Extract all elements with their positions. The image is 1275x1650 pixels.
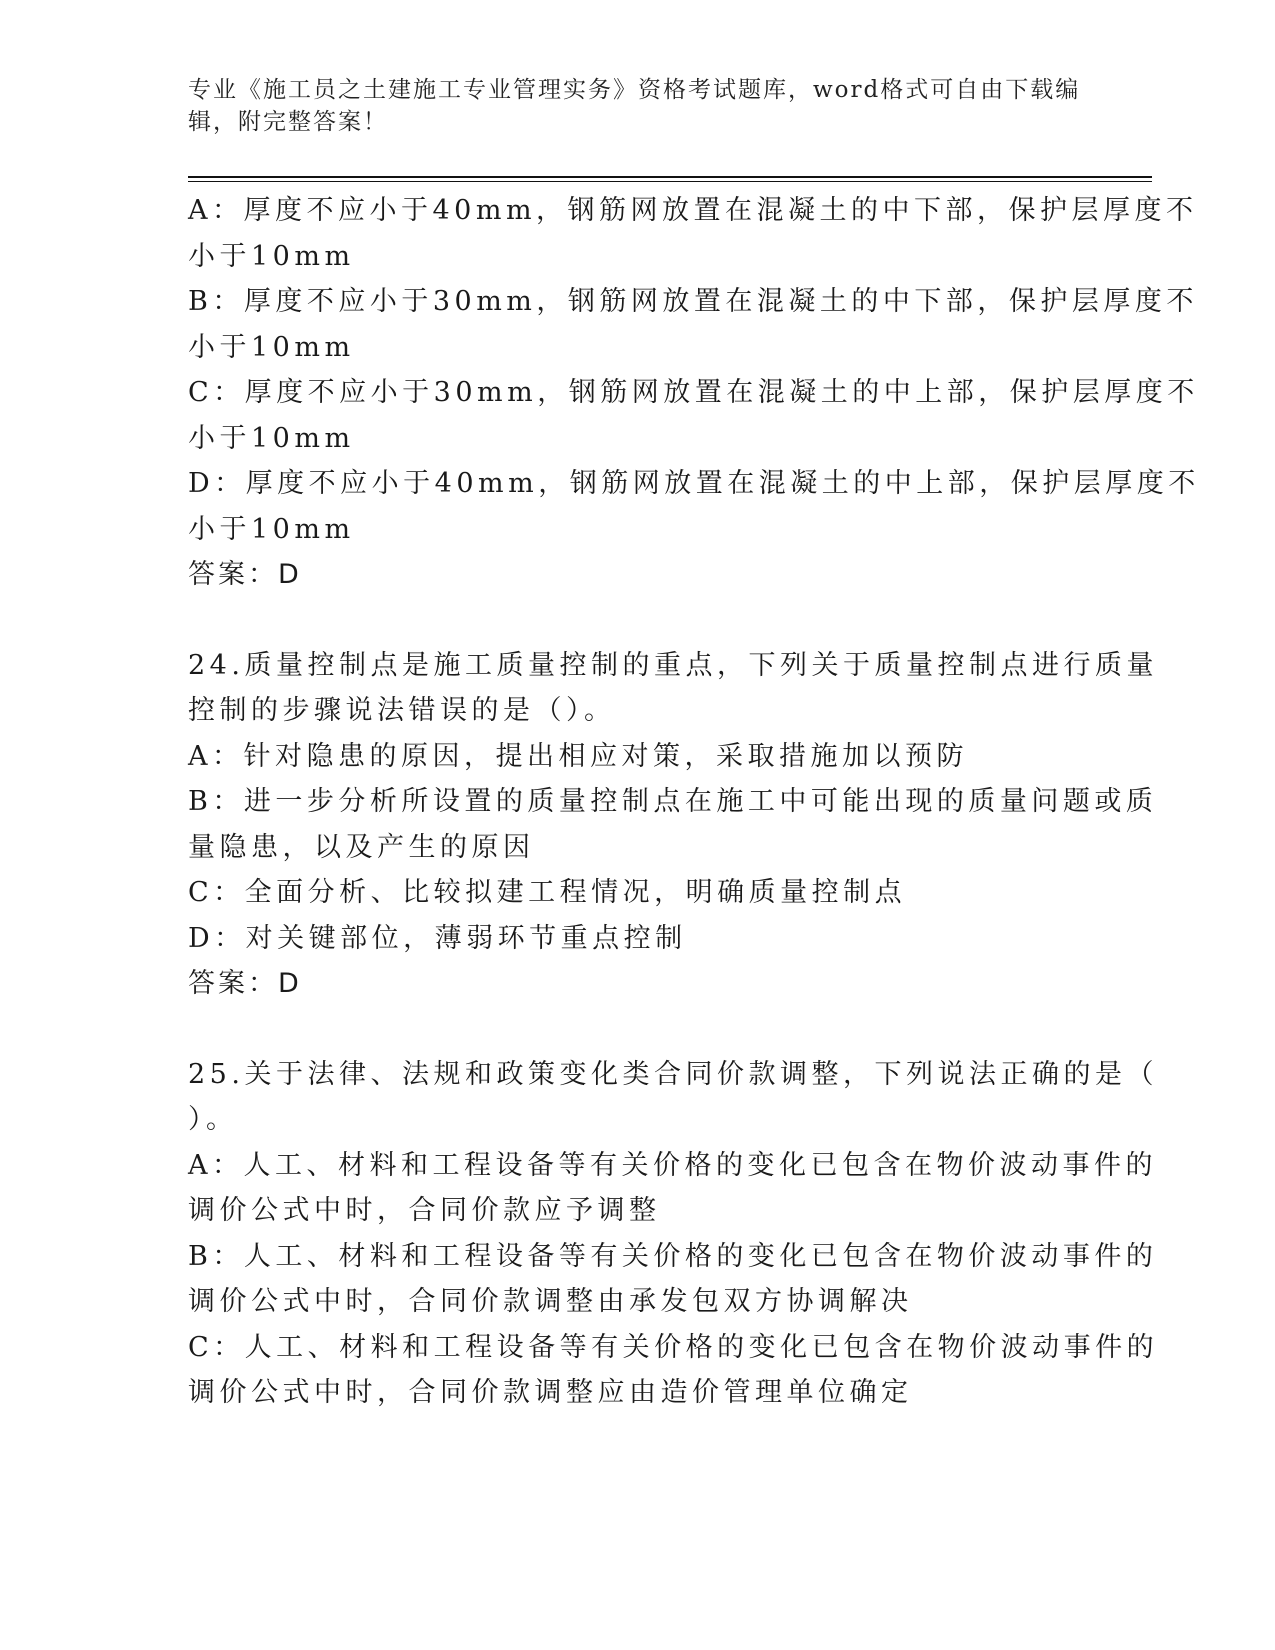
option-text: 小于10mm	[188, 331, 355, 363]
option-text: B：人工、材料和工程设备等有关价格的变化已包含在物价波动事件的	[188, 1240, 1158, 1272]
option-text: 小于10mm	[188, 422, 355, 454]
spacer	[188, 1007, 1088, 1052]
option-text: 量隐患，以及产生的原因	[188, 831, 535, 863]
question-line: 24.质量控制点是施工质量控制的重点，下列关于质量控制点进行质量	[188, 649, 1158, 681]
option-b	[188, 279, 1198, 370]
option-d	[188, 461, 1200, 552]
option-a	[188, 188, 1198, 279]
option-text: 调价公式中时，合同价款调整由承发包双方协调解决	[188, 1286, 913, 1317]
question-line: 25.关于法律、法规和政策变化类合同价款调整，下列说法正确的是（	[188, 1058, 1158, 1090]
question-line: ）。	[188, 1104, 238, 1135]
option-text: D：对关键部位，薄弱环节重点控制	[188, 922, 687, 954]
option-text: C：厚度不应小于30mm，钢筋网放置在混凝土的中上部，保护层厚度不	[188, 377, 1199, 408]
option-text: A：人工、材料和工程设备等有关价格的变化已包含在物价波动事件的	[188, 1149, 1157, 1181]
option-b	[188, 1234, 1158, 1325]
option-c	[188, 370, 1199, 461]
option-text: 调价公式中时，合同价款应予调整	[188, 1195, 661, 1226]
option-a	[188, 1143, 1157, 1234]
option-text: 小于10mm	[188, 240, 355, 272]
spacer	[188, 598, 1088, 643]
answer-label: 答案：D	[188, 559, 302, 590]
question-24-block	[188, 643, 1158, 1007]
option-c	[188, 1325, 1159, 1416]
option-text: B：厚度不应小于30mm，钢筋网放置在混凝土的中下部，保护层厚度不	[188, 286, 1198, 317]
document-body	[188, 188, 1200, 1416]
option-text: 调价公式中时，合同价款调整应由造价管理单位确定	[188, 1377, 913, 1408]
option-a	[188, 734, 1088, 780]
question-text	[188, 643, 1158, 734]
option-text: C：人工、材料和工程设备等有关价格的变化已包含在物价波动事件的	[188, 1331, 1159, 1363]
option-text: D：厚度不应小于40mm，钢筋网放置在混凝土的中上部，保护层厚度不	[188, 468, 1200, 499]
header-line: 辑，附完整答案！	[188, 109, 388, 135]
option-text: A：厚度不应小于40mm，钢筋网放置在混凝土的中下部，保护层厚度不	[188, 195, 1198, 226]
option-text: C：全面分析、比较拟建工程情况，明确质量控制点	[188, 877, 907, 908]
question-text	[188, 1052, 1158, 1143]
header-divider	[188, 176, 1152, 178]
header-divider-thin	[188, 181, 1152, 182]
option-text: B：进一步分析所设置的质量控制点在施工中可能出现的质量问题或质	[188, 786, 1158, 817]
question-25-block	[188, 1052, 1159, 1416]
header-line: 专业《施工员之土建施工专业管理实务》资格考试题库，word格式可自由下载编	[188, 77, 1081, 103]
question-line: 控制的步骤说法错误的是（）。	[188, 695, 616, 726]
option-text: A：针对隐患的原因，提出相应对策，采取措施加以预防	[188, 740, 968, 772]
answer-label: 答案：D	[188, 968, 302, 999]
option-b	[188, 779, 1158, 870]
question-23-block	[188, 188, 1200, 598]
option-d	[188, 916, 1088, 962]
page-header	[188, 74, 1088, 138]
option-text: 小于10mm	[188, 513, 355, 545]
option-c	[188, 870, 1088, 916]
